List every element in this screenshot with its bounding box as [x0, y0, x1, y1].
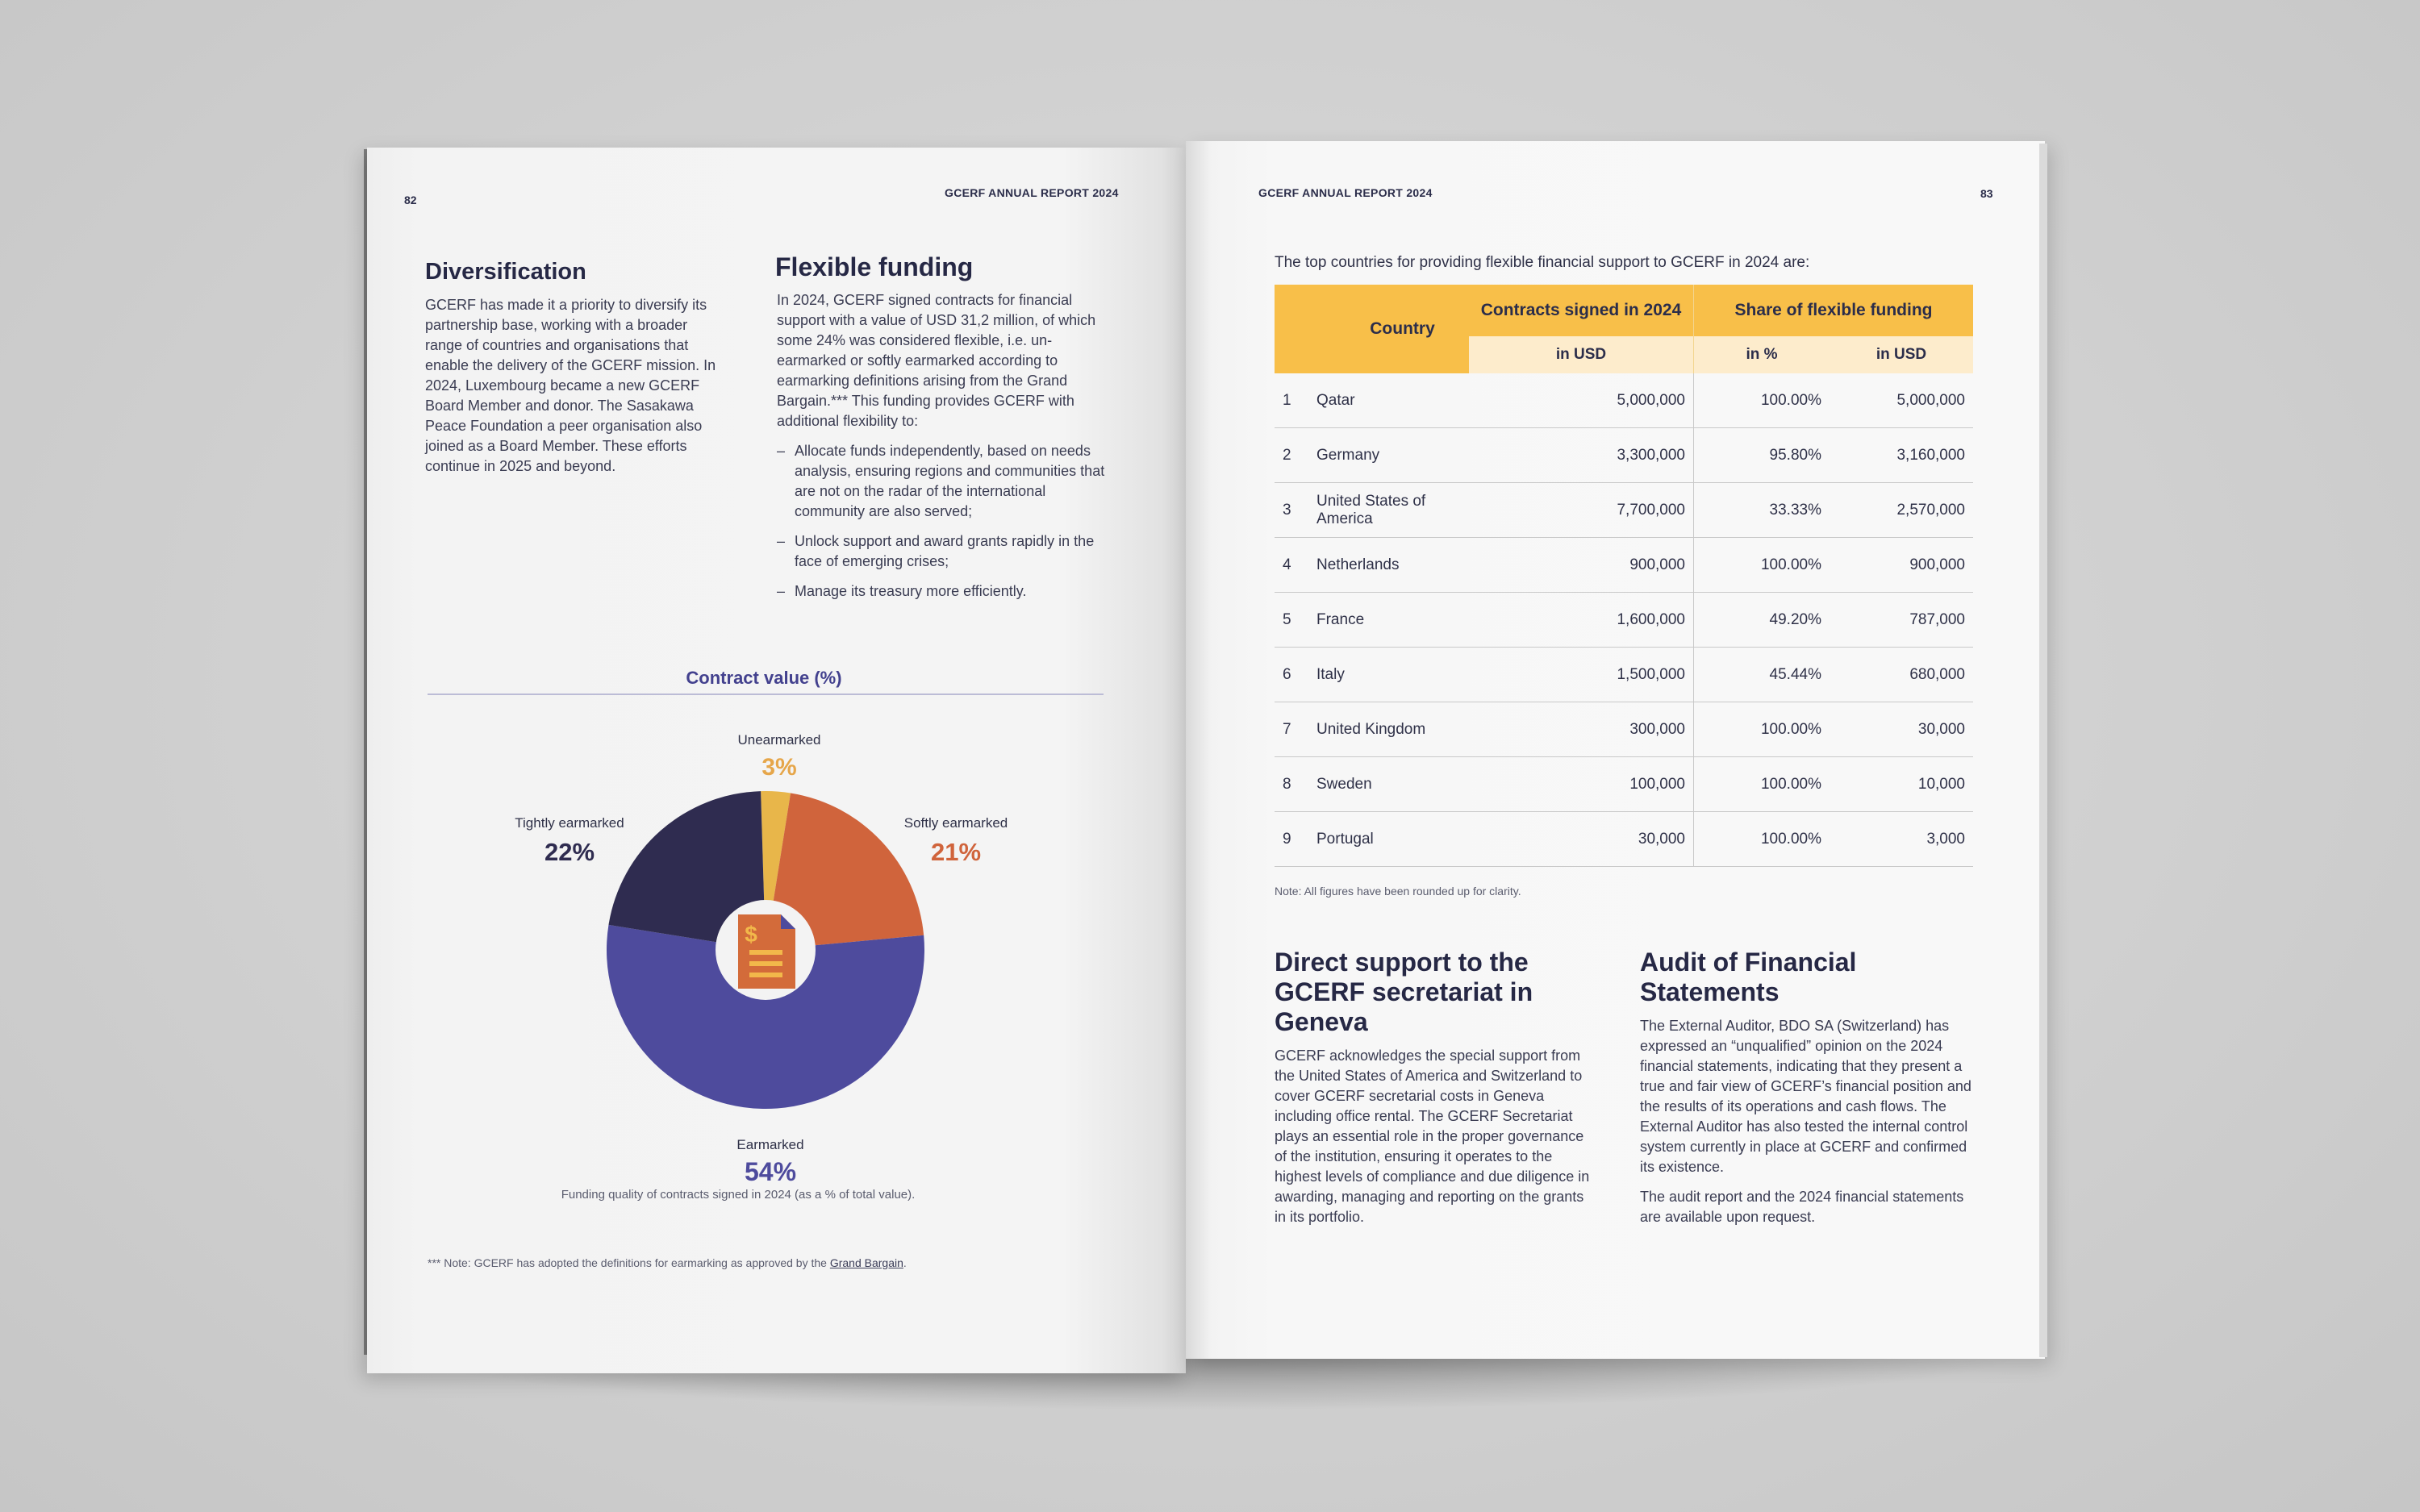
col-share-pct: in %	[1694, 336, 1830, 373]
row-index: 3	[1275, 483, 1308, 538]
value-softly-earmarked: 21%	[930, 838, 982, 866]
col-contracts-usd: in USD	[1469, 336, 1694, 373]
footnote-end: .	[903, 1256, 907, 1269]
svg-text:$: $	[745, 922, 757, 947]
row-usd: 10,000	[1830, 757, 1973, 812]
diversification-heading: Diversification	[425, 259, 586, 285]
row-index: 1	[1275, 373, 1308, 428]
left-page	[367, 148, 1186, 1373]
row-index: 2	[1275, 428, 1308, 483]
diversification-body: GCERF has made it a priority to diversify its partnership base, working with a broader range of countries and organisations that enable the delivery of the GCERF mission. In 2024, Luxembourg became a new GCERF Board Member and donor. The Sasakawa Peace Foundation a peer organisation also joined as a Board Member. These efforts continue in 2025 and beyond.	[425, 297, 716, 474]
grand-bargain-link[interactable]: Grand Bargain	[829, 1256, 903, 1269]
row-pct: 100.00%	[1694, 702, 1830, 757]
table-intro: The top countries for providing flexible financial support to GCERF in 2024 are:	[1275, 254, 1810, 271]
label-tightly-earmarked: Tightly earmarked	[515, 815, 624, 831]
page-number-right: 83	[1980, 187, 1993, 200]
chart-title: Contract value (%)	[686, 668, 842, 688]
footnote	[428, 1256, 1041, 1269]
table-row	[1275, 702, 1973, 757]
table-row	[1275, 538, 1973, 593]
value-unearmarked: 3%	[761, 754, 797, 781]
book-right-edge	[2039, 144, 2047, 1357]
flexible-funding-heading: Flexible funding	[775, 252, 974, 281]
list-item: – Allocate funds independently, based on needs analysis, ensuring regions and communities that are not on the radar of the international community are also served;	[777, 441, 1108, 522]
flexible-funding-body: In 2024, GCERF signed contracts for financial support with a value of USD 31,2 million, of which some 24% was considered flexible, i.e. un-earmarked or softly earmarked according to earmarking definitions arising from the Grand Bargain.*** This funding provides GCERF with additional flexibility to:	[777, 292, 1096, 429]
document-dollar-icon	[738, 914, 795, 989]
label-earmarked: Earmarked	[736, 1137, 804, 1152]
row-contracts: 100,000	[1469, 757, 1694, 812]
row-pct: 100.00%	[1694, 538, 1830, 593]
audit-section	[1640, 1016, 1975, 1237]
label-softly-earmarked: Softly earmarked	[903, 815, 1008, 831]
row-country: Italy	[1308, 648, 1469, 702]
direct-support-heading: Direct support to the GCERF secretariat in Geneva	[1275, 948, 1533, 1036]
running-head-left: GCERF ANNUAL REPORT 2024	[945, 186, 1119, 199]
row-pct: 33.33%	[1694, 483, 1830, 538]
table-body	[1275, 373, 1973, 867]
row-index: 7	[1275, 702, 1308, 757]
right-page	[1186, 141, 2045, 1359]
page-number-left: 82	[404, 194, 417, 206]
col-country: Country	[1275, 285, 1469, 373]
flexible-funding-table	[1275, 285, 1973, 867]
row-usd: 787,000	[1830, 593, 1973, 648]
table-row	[1275, 812, 1973, 867]
col-share-usd: in USD	[1830, 336, 1973, 373]
row-contracts: 3,300,000	[1469, 428, 1694, 483]
list-item: – Manage its treasury more efficiently.	[777, 581, 1108, 602]
table-row	[1275, 483, 1973, 538]
row-country: Sweden	[1308, 757, 1469, 812]
audit-heading: Audit of Financial Statements	[1640, 948, 1857, 1006]
row-contracts: 900,000	[1469, 538, 1694, 593]
audit-body-1: The External Auditor, BDO SA (Switzerland) has expressed an “unqualified” opinion on the 2024 financial statements, indicating that they present a true and fair view of GCERF’s financial position and the results of its operations and cash flows. The External Auditor has also tested the internal control system currently in place at GCERF and confirmed its existence.	[1640, 1018, 1971, 1175]
running-head-right: GCERF ANNUAL REPORT 2024	[1258, 186, 1433, 199]
col-contracts: Contracts signed in 2024	[1469, 285, 1694, 336]
table-row	[1275, 593, 1973, 648]
table-row	[1275, 648, 1973, 702]
row-country: France	[1308, 593, 1469, 648]
row-pct: 49.20%	[1694, 593, 1830, 648]
value-tightly-earmarked: 22%	[544, 838, 595, 866]
row-country: Qatar	[1308, 373, 1469, 428]
row-usd: 680,000	[1830, 648, 1973, 702]
row-contracts: 7,700,000	[1469, 483, 1694, 538]
table-note: Note: All figures have been rounded up for clarity.	[1275, 885, 1521, 898]
row-pct: 100.00%	[1694, 373, 1830, 428]
row-index: 9	[1275, 812, 1308, 867]
row-country: United States of America	[1308, 483, 1469, 538]
row-usd: 900,000	[1830, 538, 1973, 593]
list-item: – Unlock support and award grants rapidly in the face of emerging crises;	[777, 531, 1108, 572]
row-usd: 5,000,000	[1830, 373, 1973, 428]
table-row	[1275, 757, 1973, 812]
row-index: 8	[1275, 757, 1308, 812]
row-index: 6	[1275, 648, 1308, 702]
row-contracts: 5,000,000	[1469, 373, 1694, 428]
row-country: Netherlands	[1308, 538, 1469, 593]
row-country: Germany	[1308, 428, 1469, 483]
row-usd: 2,570,000	[1830, 483, 1973, 538]
row-usd: 3,000	[1830, 812, 1973, 867]
table-row	[1275, 373, 1973, 428]
row-index: 4	[1275, 538, 1308, 593]
row-contracts: 300,000	[1469, 702, 1694, 757]
row-contracts: 1,500,000	[1469, 648, 1694, 702]
value-earmarked: 54%	[744, 1157, 797, 1186]
row-country: Portugal	[1308, 812, 1469, 867]
chart-caption: Funding quality of contracts signed in 2024 (as a % of total value).	[561, 1188, 916, 1202]
label-unearmarked: Unearmarked	[737, 732, 821, 748]
row-usd: 3,160,000	[1830, 428, 1973, 483]
row-usd: 30,000	[1830, 702, 1973, 757]
row-contracts: 1,600,000	[1469, 593, 1694, 648]
direct-support-body: GCERF acknowledges the special support from the United States of America and Switzerland to cover GCERF secretarial costs in Geneva including office rental. The GCERF Secretariat plays an essential role in the proper governance of the institution, ensuring it operates to the highest levels of compliance and due diligence in awarding, managing and reporting on the grants in its portfolio.	[1275, 1048, 1590, 1225]
row-pct: 100.00%	[1694, 757, 1830, 812]
footnote-text: *** Note: GCERF has adopted the definitions for earmarking as approved by the	[428, 1256, 830, 1269]
row-contracts: 30,000	[1469, 812, 1694, 867]
col-share: Share of flexible funding	[1694, 285, 1974, 336]
audit-body-2: The audit report and the 2024 financial statements are available upon request.	[1640, 1189, 1964, 1225]
row-pct: 100.00%	[1694, 812, 1830, 867]
table-row	[1275, 428, 1973, 483]
row-pct: 45.44%	[1694, 648, 1830, 702]
row-index: 5	[1275, 593, 1308, 648]
row-pct: 95.80%	[1694, 428, 1830, 483]
row-country: United Kingdom	[1308, 702, 1469, 757]
